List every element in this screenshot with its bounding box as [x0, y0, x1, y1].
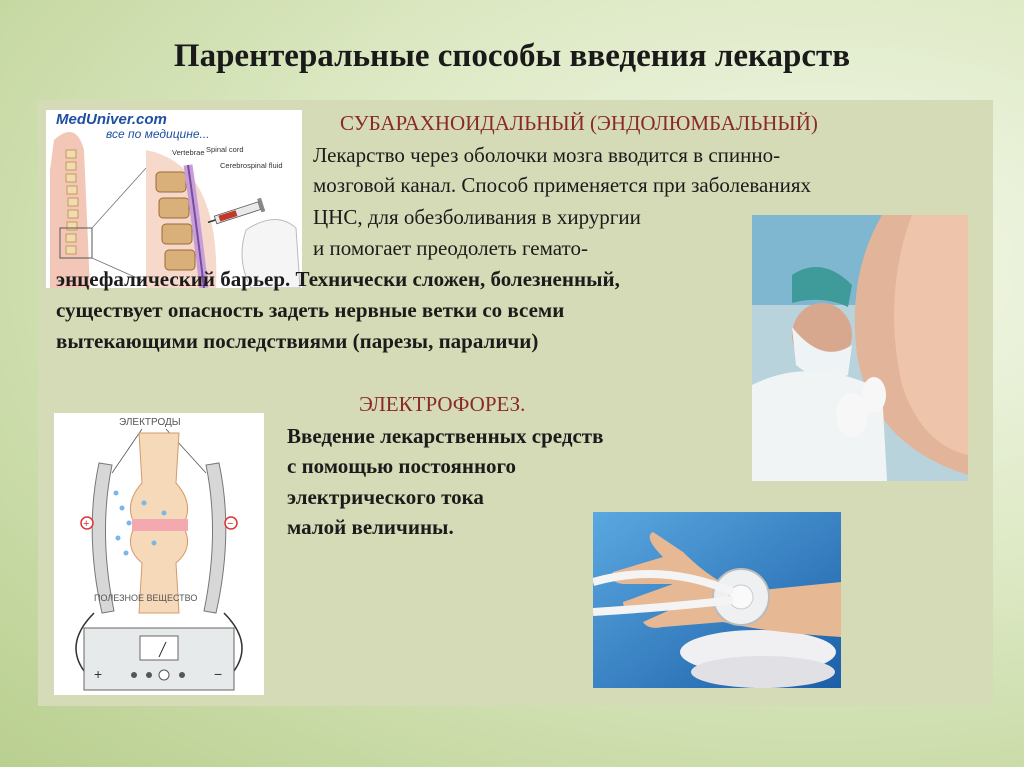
surgeon-photo	[752, 215, 968, 481]
plus-sign-unit: +	[94, 666, 103, 682]
electrophoresis-heading: ЭЛЕКТРОФОРЕЗ.	[359, 392, 526, 416]
subarachnoid-line-4: и помогает преодолеть гемато-	[313, 236, 588, 260]
electrophoresis-line-1: Введение лекарственных средств	[287, 424, 604, 448]
electrophoresis-line-2: с помощью постоянного	[287, 454, 517, 478]
subarachnoid-heading: СУБАРАХНОИДАЛЬНЫЙ (ЭНДОЛЮМБАЛЬНЫЙ)	[340, 111, 818, 135]
subarachnoid-line-5: энцефалический барьер. Технически сложен, болезненный,	[56, 267, 620, 291]
electrophoresis-line-4: малой величины.	[287, 515, 454, 539]
subarachnoid-line-7: вытекающими последствиями (парезы, параличи)	[56, 329, 539, 353]
subarachnoid-line-3: ЦНС, для обезболивания в хирургии	[313, 205, 641, 229]
watermark-tagline: все по медицине...	[106, 127, 210, 141]
electrode-label-bottom: ПОЛЕЗНОЕ ВЕЩЕСТВО	[94, 593, 198, 603]
minus-sign-right: −	[227, 518, 234, 530]
electrode-label-top: ЭЛЕКТРОДЫ	[119, 417, 181, 428]
hand-electrophoresis-photo	[593, 512, 841, 688]
label-vertebrae: Vertebrae	[172, 148, 205, 157]
label-csf: Cerebrospinal fluid	[220, 161, 283, 170]
electrophoresis-line-3: электрического тока	[287, 485, 484, 509]
label-spinal-cord: Spinal cord	[206, 145, 244, 154]
spine-puncture-illustration	[46, 110, 302, 288]
minus-sign-unit: −	[214, 666, 223, 682]
watermark-site: MedUniver.com	[56, 111, 167, 128]
subarachnoid-line-1: Лекарство через оболочки мозга вводится в спинно-	[313, 143, 781, 167]
electrode-diagram	[54, 413, 264, 695]
plus-sign-left: +	[83, 518, 90, 530]
subarachnoid-line-6: существует опасность задеть нервные ветки со всеми	[56, 298, 565, 322]
subarachnoid-line-2: мозговой канал. Способ применяется при заболеваниях	[313, 173, 812, 197]
slide-title: Парентеральные способы введения лекарств	[173, 38, 851, 74]
